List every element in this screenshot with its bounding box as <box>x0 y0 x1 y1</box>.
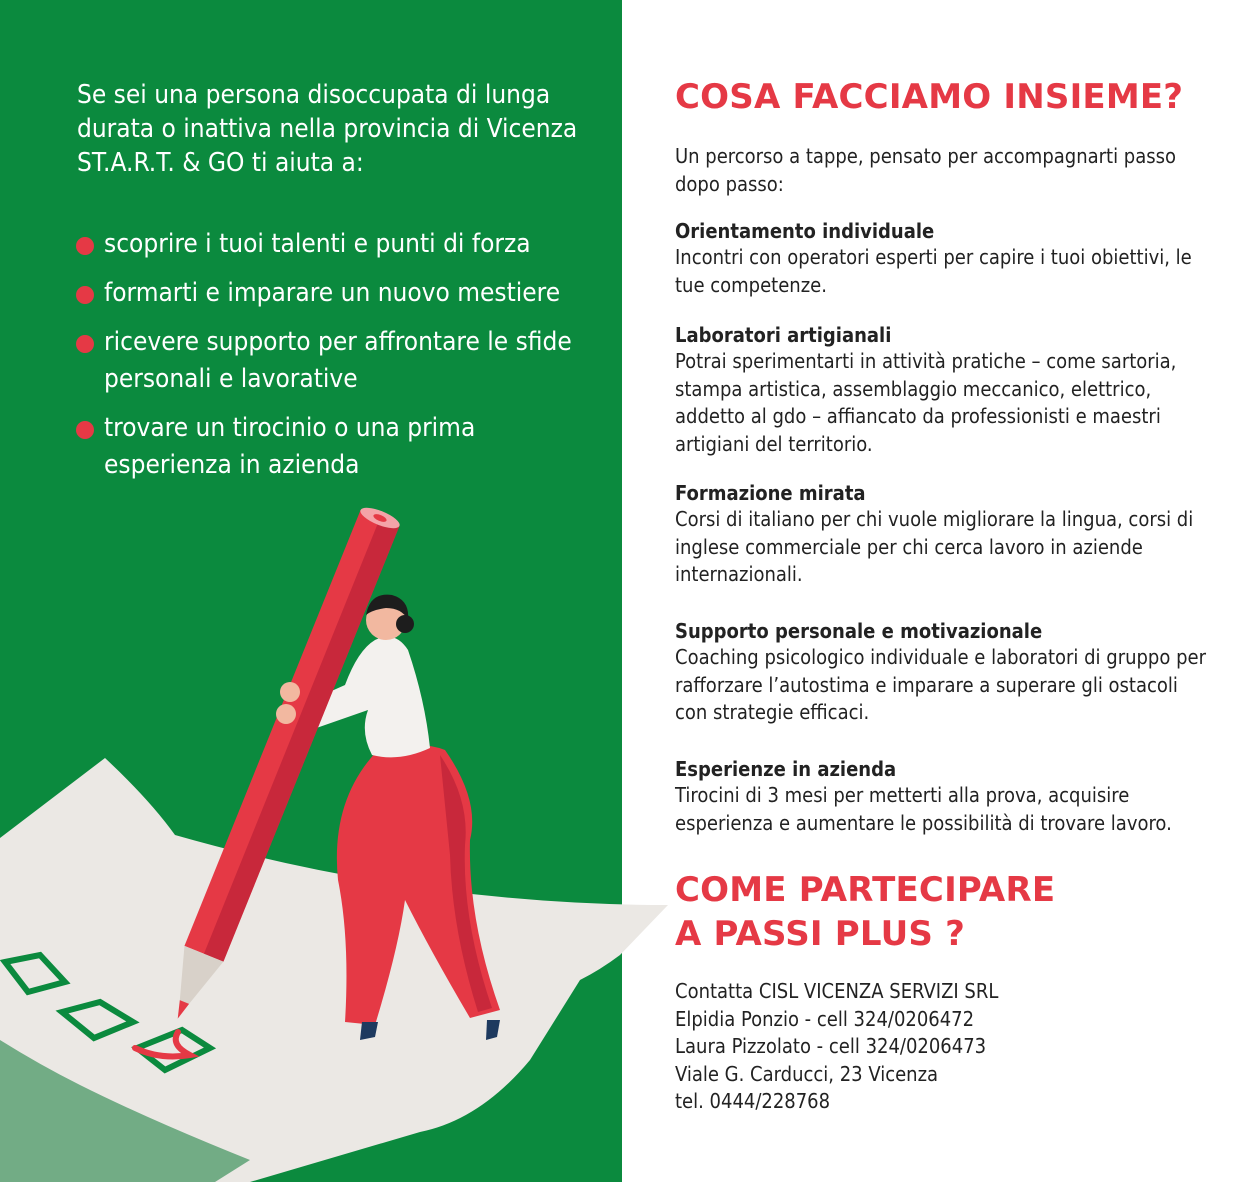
section-body: Corsi di italiano per chi vuole migliorare la lingua, corsi di inglese commerciale per chi cerca lavoro in aziende internazionali. <box>675 507 1194 586</box>
section-body: Tirocini di 3 mesi per metterti alla prova, acquisire esperienza e aumentare le possibilità di trovare lavoro. <box>675 783 1172 835</box>
bullet-dot-icon <box>76 286 94 304</box>
contact-list <box>675 978 1215 1116</box>
section-body: Coaching psicologico individuale e laboratori di gruppo per rafforzare l’autostima e imparare a superare gli ostacoli con strategie efficaci. <box>675 645 1206 724</box>
woman-hair-bun <box>396 615 414 633</box>
section-title: Orientamento individuale <box>675 219 935 243</box>
section-laboratori <box>675 322 1215 458</box>
intro-paragraph: Un percorso a tappe, pensato per accompagnarti passo dopo passo: <box>675 144 1176 196</box>
bullet-dot-icon <box>76 421 94 439</box>
section-orientamento <box>675 218 1215 299</box>
list-item: trovare un tirocinio o una prima esperienza in azienda <box>76 410 606 484</box>
contact-line: Elpidia Ponzio - cell 324/0206472 <box>675 1006 975 1031</box>
intro-text: Se sei una persona disoccupata di lunga durata o inattiva nella provincia di Vicenza ST.A.R.T. & GO ti aiuta a: <box>77 80 578 178</box>
section-supporto <box>675 618 1215 727</box>
section-title: Esperienze in azienda <box>675 757 897 781</box>
section-heading-cosa-facciamo: COSA FACCIAMO INSIEME? <box>675 77 1184 117</box>
woman-hand <box>276 704 296 724</box>
woman-hand <box>280 682 300 702</box>
pencil-checklist-illustration <box>0 500 680 1182</box>
bullet-dot-icon <box>76 335 94 353</box>
section-esperienze <box>675 756 1215 837</box>
section-title: Formazione mirata <box>675 481 866 505</box>
contact-line: Laura Pizzolato - cell 324/0206473 <box>675 1034 987 1058</box>
section-heading-come-partecipare: COME PARTECIPARE <box>675 870 1056 910</box>
section-heading-passi-plus: A PASSI PLUS ? <box>675 914 966 954</box>
section-title: Laboratori artigianali <box>675 323 892 347</box>
section-body: Incontri con operatori esperti per capire i tuoi obiettivi, le tue competenze. <box>675 245 1192 297</box>
contact-line: Viale G. Carducci, 23 Vicenza <box>675 1061 939 1086</box>
bullet-dot-icon <box>76 237 94 255</box>
benefits-list <box>76 226 606 496</box>
section-title: Supporto personale e motivazionale <box>675 619 1043 643</box>
section-body: Potrai sperimentarti in attività pratiche – come sartoria, stampa artistica, assemblaggio meccanico, elettrico, addetto al gdo – affiancato da professionisti e maestri artigiani del territorio. <box>675 349 1177 456</box>
section-formazione <box>675 480 1215 589</box>
list-item: formarti e imparare un nuovo mestiere <box>76 275 606 312</box>
list-item: scoprire i tuoi talenti e punti di forza <box>76 226 606 263</box>
contact-line: tel. 0444/228768 <box>675 1089 831 1113</box>
list-item: ricevere supporto per affrontare le sfide personali e lavorative <box>76 324 606 398</box>
contact-line: Contatta CISL VICENZA SERVIZI SRL <box>675 979 999 1003</box>
